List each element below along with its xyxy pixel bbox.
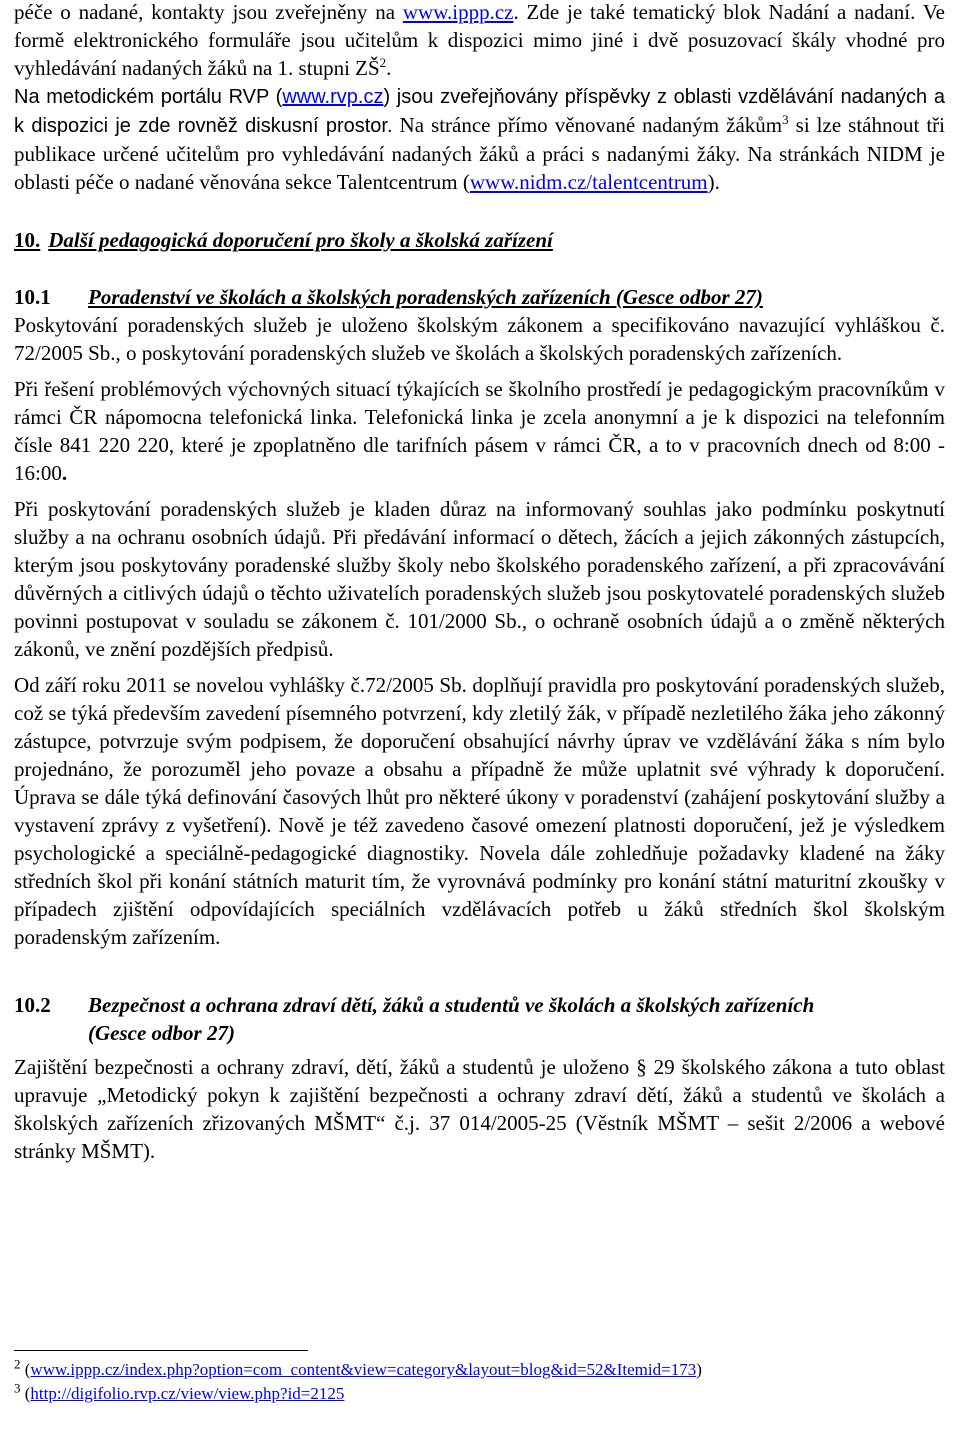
footnote-mark: 2: [14, 1356, 21, 1372]
text: (: [24, 1384, 31, 1403]
link-rvp[interactable]: www.rvp.cz: [282, 86, 384, 108]
footnote-link-digifolio[interactable]: http://digifolio.rvp.cz/view/view.php?id=2125: [30, 1384, 345, 1403]
section-10-1-paragraph-2: [14, 375, 945, 487]
intro-paragraph-1: [14, 0, 945, 82]
section-title: Poradenství ve školách a školských poradenských zařízeních (Gesce odbor 27): [88, 285, 763, 309]
text: . Zde je také tematický blok Nadání a nadaní. Ve formě elektronického formuláře jsou učitelům k dispozici mimo jiné i dvě posuzovací škály vhodné pro vyhledávání nadaných žáků na 1. stupni ZŠ: [14, 0, 945, 80]
text: péče o nadané, kontakty jsou zveřejněny na: [14, 0, 403, 24]
text: ) jsou zveřejňovány příspěvky z oblasti vzdělávání nadaných a k dispozici je zde rovněž diskusní prostor.: [14, 86, 945, 137]
footnote-2: [14, 1358, 945, 1382]
section-10-1-paragraph-3: Při poskytování poradenských služeb je kladen důraz na informovaný souhlas jako podmínku poskytnutí služby a na ochranu osobních údajů. Při předávání informací o dětech, žácích a jejich zákonných zástupcích, kterým jsou poskytovány poradenské služby školy nebo školského poradenského zařízení, a při zpracovávání důvěrných a citlivých údajů o těchto uživatelích poradenských služeb jsou poskytovatelé poradenských služeb povinni postupovat v souladu se zákonem č. 101/2000 Sb., o ochraně osobních údajů a o změně některých zákonů, ve znění pozdějších předpisů.: [14, 497, 945, 661]
footnote-3: [14, 1382, 945, 1406]
footnote-ref-3[interactable]: 3: [782, 112, 789, 127]
text: ): [696, 1360, 702, 1379]
section-number: 10.1: [14, 285, 51, 309]
section-10-1-paragraph-4: Od září roku 2011 se novelou vyhlášky č.72/2005 Sb. doplňují pravidla pro poskytování poradenských služeb, což se týká především zavedení písemného potvrzení, kdy zletilý žák, v případě nezletilého žáka jeho zákonný zástupce, potvrzuje svým podpisem, že doporučení obsahující návrhy úprav ve vzdělávání žáka s ním bylo projednáno, že porozuměl jeho povaze a obsahu a případně že může uplatnit své výhrady k doporučení. Úprava se dále týká definování časových lhůt pro některé úkony v poradenství (zahájení poskytování služby a vystavení zprávy z vyšetření). Nově je též zavedeno časové omezení platnosti doporučení, jež je výsledkem psychologické a speciálně-pedagogické diagnostiky. Novela dále zohledňuje požadavky kladené na žáky středních škol při konání státních maturit tím, že vyrovnává podmínky pro konání státní maturitní zkoušky v případech zjištění odpovídajících speciálních vzdělávacích potřeb u žáků středních škol školským poradenským zařízením.: [14, 673, 945, 949]
footnote-link-ippp[interactable]: www.ippp.cz/index.php?option=com_content&view=category&layout=blog&id=52&Itemid=173: [30, 1360, 697, 1379]
section-number: 10.: [14, 228, 41, 252]
document-page: [14, 0, 945, 1165]
section-title-line-1: Bezpečnost a ochrana zdraví dětí, žáků a studentů ve školách a školských zařízeních: [88, 993, 815, 1017]
text: .: [386, 56, 392, 80]
footnote-ref-2[interactable]: 2: [379, 55, 387, 70]
section-10-heading: [14, 226, 945, 254]
text: Na stránce přímo věnované nadaným žákům: [392, 113, 783, 137]
section-10-1-heading: [14, 283, 945, 311]
text: Při řešení problémových výchovných situací týkajících se školního prostředí je pedagogickým pracovníkům v rámci ČR nápomocna telefonická linka. Telefonická linka je zcela anonymní a je k dispozici na telefonním čísle 841 220 220, které je zpoplatněno dle tarifních pásem v rámci ČR, a to v pracovních dnech od 8:00 - 16:00: [14, 377, 945, 485]
section-title-line-2: (Gesce odbor 27): [88, 1021, 235, 1045]
footnotes: [14, 1358, 945, 1406]
section-number: 10.2: [14, 993, 51, 1017]
section-title: [88, 991, 814, 1047]
text: .: [61, 461, 68, 485]
text: (: [24, 1360, 31, 1379]
text: Na metodickém portálu RVP (: [14, 86, 283, 108]
footnote-mark: 3: [14, 1380, 21, 1396]
footnote-separator: [14, 1350, 308, 1351]
text: si lze stáhnout tři publikace určené učitelům pro vyhledávání nadaných žáků a práci s nadanými žáky. Na stránkách NIDM je oblasti péče o nadané věnována sekce Talentcentrum (: [14, 113, 945, 194]
text: ).: [707, 170, 720, 194]
intro-paragraph-2: [14, 82, 945, 196]
section-10-2-paragraph-1: Zajištění bezpečnosti a ochrany zdraví, dětí, žáků a studentů je uloženo § 29 školského zákona a tuto oblast upravuje „Metodický pokyn k zajištění bezpečnosti a ochrany zdraví dětí, žáků a studentů ve školách a školských zařízeních zřizovaných MŠMT“ č.j. 37 014/2005-25 (Věstník MŠMT – sešit 2/2006 a webové stránky MŠMT).: [14, 1055, 945, 1163]
link-ippp[interactable]: www.ippp.cz: [402, 0, 514, 24]
section-10-2-heading: [14, 991, 945, 1047]
link-nidm[interactable]: www.nidm.cz/talentcentrum: [469, 170, 708, 194]
section-title: Další pedagogická doporučení pro školy a školská zařízení: [48, 228, 553, 252]
section-10-1-paragraph-1: Poskytování poradenských služeb je uloženo školským zákonem a specifikováno navazující vyhláškou č. 72/2005 Sb., o poskytování poradenských služeb ve školách a školských poradenských zařízeních.: [14, 313, 945, 365]
